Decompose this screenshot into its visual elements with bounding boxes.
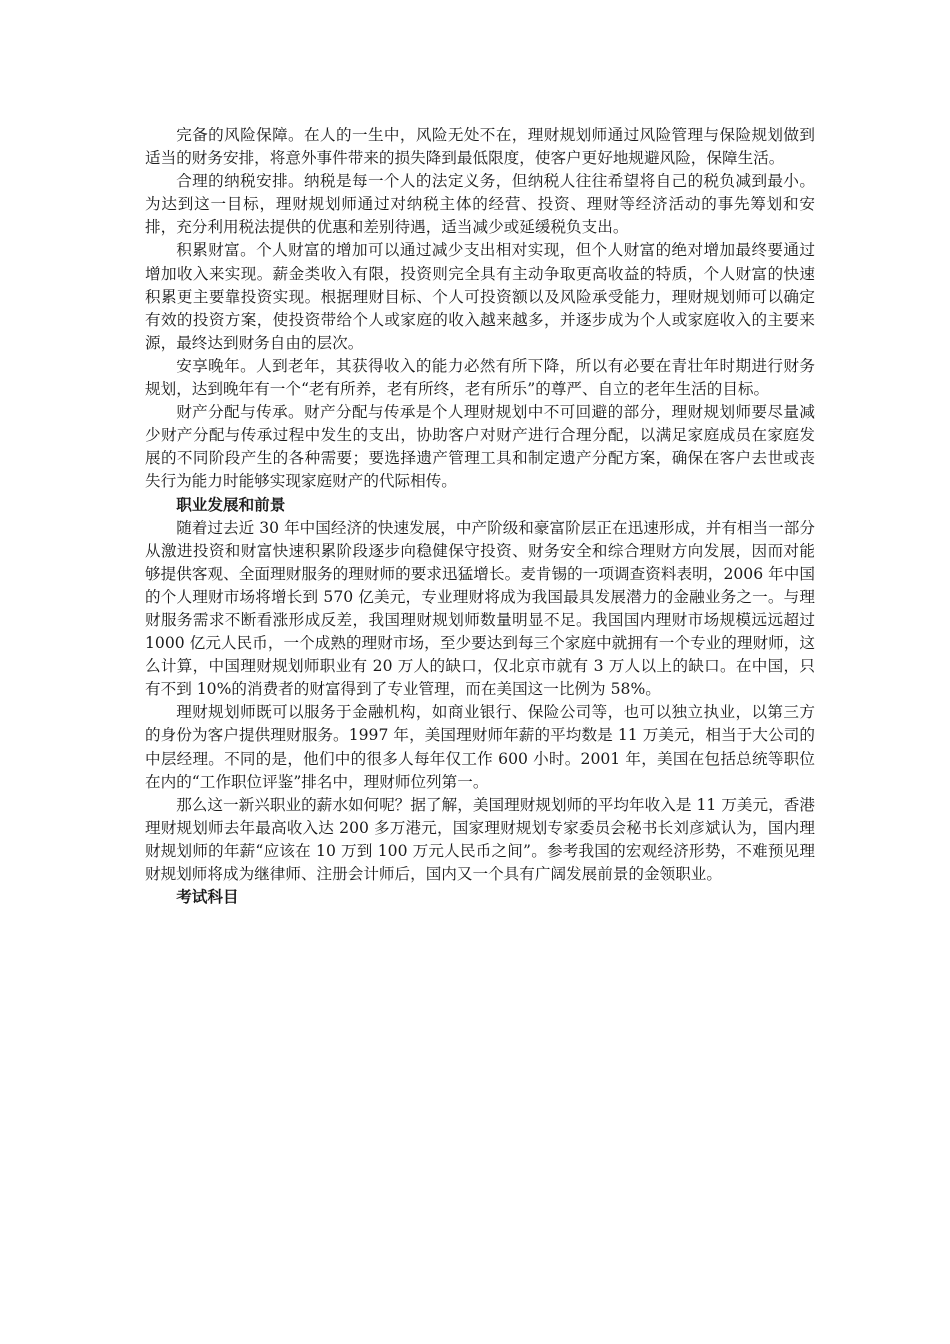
document-body: [145, 124, 815, 909]
paragraph-service-scope: 理财规划师既可以服务于金融机构，如商业银行、保险公司等，也可以独立执业，以第三方的身份为客户提供理财服务。1997 年，美国理财师年薪的平均数是 11 万美元，相当于大公司的中层经理。不同的是，他们中的很多人每年仅工作 600 小时。2001 年，美国在包括总统等职位在内的“工作职位评鉴”排名中，理财师位列第一。: [145, 703, 815, 791]
paragraph-market-growth: 随着过去近 30 年中国经济的快速发展，中产阶级和豪富阶层正在迅速形成，并有相当一部分从激进投资和财富快速积累阶段逐步向稳健保守投资、财务安全和综合理财方向发展，因而对能够提供客观、全面理财服务的理财师的要求迅猛增长。麦肯锡的一项调查资料表明，2006 年中国的个人理财市场将增长到 570 亿美元，专业理财将成为我国最具发展潜力的金融业务之一。与理财服务需求不断看涨形成反差，我国理财规划师数量明显不足。我国国内理财市场规模远远超过 1000 亿元人民币，一个成熟的理财市场，至少要达到每三个家庭中就拥有一个专业的理财师，这么计算，中国理财规划师职业有 20 万人的缺口，仅北京市就有 3 万人以上的缺口。在中国，只有不到 10%的消费者的财富得到了专业管理，而在美国这一比例为 58%。: [145, 518, 815, 699]
paragraph-wealth-accumulation: 积累财富。个人财富的增加可以通过减少支出相对实现，但个人财富的绝对增加最终要通过增加收入来实现。薪金类收入有限，投资则完全具有主动争取更高收益的特质，个人财富的快速积累更主要靠投资实现。根据理财目标、个人可投资额以及风险承受能力，理财规划师可以确定有效的投资方案，使投资带给个人或家庭的收入越来越多，并逐步成为个人或家庭收入的主要来源，最终达到财务自由的层次。: [145, 241, 815, 352]
paragraph-inheritance: 财产分配与传承。财产分配与传承是个人理财规划中不可回避的部分，理财规划师要尽量减少财产分配与传承过程中发生的支出，协助客户对财产进行合理分配，以满足家庭成员在家庭发展的不同阶段产生的各种需要；要选择遗产管理工具和制定遗产分配方案，确保在客户去世或丧失行为能力时能够实现家庭财产的代际相传。: [145, 403, 815, 491]
paragraph-tax-planning: 合理的纳税安排。纳税是每一个人的法定义务，但纳税人往往希望将自己的税负减到最小。为达到这一目标，理财规划师通过对纳税主体的经营、投资、理财等经济活动的事先筹划和安排，充分利用税法提供的优惠和差别待遇，适当减少或延缓税负支出。: [145, 172, 815, 237]
paragraph-retirement: 安享晚年。人到老年，其获得收入的能力必然有所下降，所以有必要在青壮年时期进行财务规划，达到晚年有一个“老有所养，老有所终，老有所乐”的尊严、自立的老年生活的目标。: [145, 356, 815, 399]
heading-career-prospects: 职业发展和前景: [176, 495, 286, 514]
heading-exam-subjects: 考试科目: [176, 888, 239, 907]
paragraph-salary: 那么这一新兴职业的薪水如何呢？据了解，美国理财规划师的平均年收入是 11 万美元，香港理财规划师去年最高收入达 200 多万港元，国家理财规划专家委员会秘书长刘彦斌认为，国内理财规划师的年薪“应该在 10 万到 100 万元人民币之间”。参考我国的宏观经济形势，不难预见理财规划师将成为继律师、注册会计师后，国内又一个具有广阔发展前景的金领职业。: [145, 795, 815, 883]
paragraph-risk-protection: 完备的风险保障。在人的一生中，风险无处不在，理财规划师通过风险管理与保险规划做到适当的财务安排，将意外事件带来的损失降到最低限度，使客户更好地规避风险，保障生活。: [145, 126, 815, 168]
